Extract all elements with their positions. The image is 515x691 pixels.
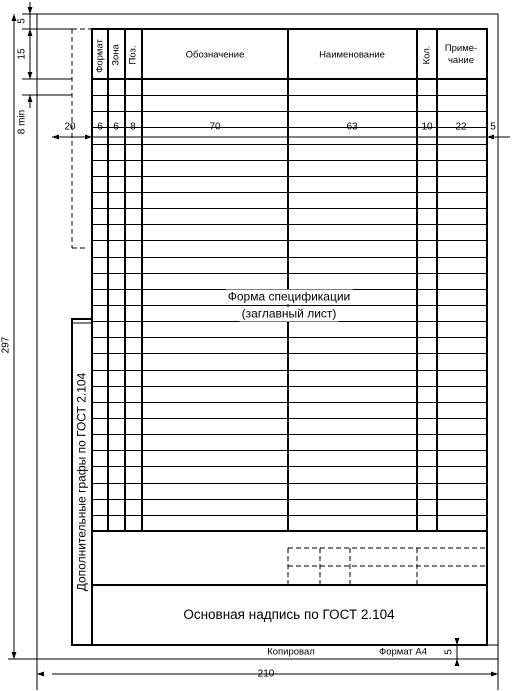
dim-bottom-5: 5 xyxy=(443,649,455,655)
width-format: 6 xyxy=(97,121,103,133)
header-note: Приме- чание xyxy=(444,43,478,66)
width-zone: 6 xyxy=(113,121,119,133)
column-lines xyxy=(108,29,437,531)
width-pos: 8 xyxy=(130,121,136,133)
form-title-line2: (заглавный лист) xyxy=(241,306,337,321)
additional-graphs-label: Дополнительные графы по ГОСТ 2.104 xyxy=(74,372,89,592)
header-format: Формат xyxy=(94,39,106,73)
width-name: 63 xyxy=(346,121,358,133)
header-zone: Зона xyxy=(110,44,122,66)
header-designation: Обозначение xyxy=(185,49,245,61)
top-dimension-lines xyxy=(8,2,72,659)
header-qty: Кол. xyxy=(421,45,433,65)
dim-top-5: 5 xyxy=(16,18,28,24)
width-left-margin: 20 xyxy=(64,121,76,133)
header-name: Наименование xyxy=(319,49,385,61)
width-qty: 10 xyxy=(421,121,433,133)
dim-header-15: 15 xyxy=(16,48,28,60)
width-right-margin: 5 xyxy=(490,121,496,133)
dim-row-min: 8 min xyxy=(16,109,28,135)
dim-width-210: 210 xyxy=(257,668,275,680)
footer-format: Формат А4 xyxy=(378,646,428,658)
dim-height-297: 297 xyxy=(0,336,12,354)
width-note: 22 xyxy=(455,121,467,133)
row-lines xyxy=(92,96,487,516)
title-block-label: Основная надпись по ГОСТ 2.104 xyxy=(183,607,395,622)
sheet-outline xyxy=(37,14,498,659)
header-pos: Поз. xyxy=(127,45,139,65)
width-designation: 70 xyxy=(209,121,221,133)
footer-copied: Копировал xyxy=(267,646,315,658)
form-title-line1: Форма спецификации xyxy=(227,289,351,304)
